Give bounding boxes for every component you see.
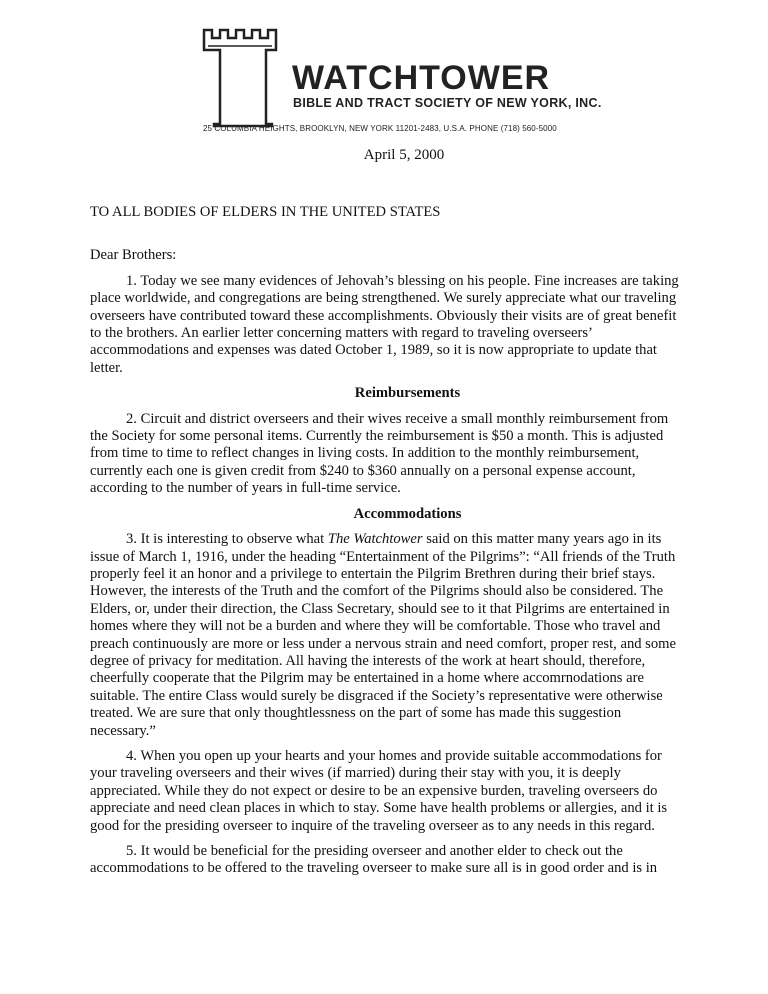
- org-name: WATCHTOWER: [292, 59, 551, 97]
- letter-date: April 5, 2000: [363, 147, 445, 163]
- paragraph-3-lead: 3. It is interesting to observe what: [126, 531, 328, 548]
- letter-body: [90, 204, 685, 886]
- org-address: 25 COLUMBIA HEIGHTS, BROOKLYN, NEW YORK 11201-2483, U.S.A. PHONE (718) 560-5000: [203, 124, 557, 133]
- publication-title: The Watchtower: [327, 531, 423, 548]
- paragraph-1: 1. Today we see many evidences of Jehovah’s blessing on his people. Fine increases are taking place worldwide, and congregations are being strengthened. We surely appreciate what our traveling overseers have contributed toward these accomplishments. Obviously their visits are of great benefit to the brothers. An earlier letter concerning matters with regard to traveling overseers’ accommodations and expenses was dated October 1, 1989, so it is now appropriate to update that letter.: [90, 272, 679, 376]
- heading-reimbursements: Reimbursements: [354, 385, 461, 402]
- paragraph-4: 4. When you open up your hearts and your homes and provide suitable accommodations for your traveling overseers and their wives (if married) during their stay with you, it is deeply appreciated. While they do not expect or desire to be an expensive burden, traveling overseers do appreciate and need clean places in which to stay. Some have health problems or allergies, and it is good for the presiding overseer to inquire of the traveling overseer as to any needs in this regard.: [90, 747, 668, 834]
- paragraph-5: 5. It would be beneficial for the presiding overseer and another elder to check out the accommodations to be offered to the traveling overseer to make sure all is in good order and is in: [90, 843, 658, 877]
- org-subtitle: BIBLE AND TRACT SOCIETY OF NEW YORK, INC.: [293, 96, 602, 110]
- heading-accommodations: Accommodations: [353, 505, 462, 522]
- tower-logo-icon: [202, 28, 284, 128]
- letterhead: [0, 0, 768, 140]
- paragraph-3: [90, 531, 685, 740]
- addressee-line: TO ALL BODIES OF ELDERS IN THE UNITED STATES: [90, 204, 441, 220]
- salutation: Dear Brothers:: [90, 247, 177, 264]
- paragraph-2: 2. Circuit and district overseers and their wives receive a small monthly reimbursement from the Society for some personal items. Currently the reimbursement is $50 a month. This is adjusted from time to time to reflect changes in living costs. In addition to the monthly reimbursement, currently each one is given credit from $240 to $360 annually on a personal expense account, according to the number of years in full-time service.: [90, 410, 669, 497]
- paragraph-3-rest: said on this matter many years ago in its issue of March 1, 1916, under the heading “Entertainment of the Pilgrims”: “All friends of the Truth properly feel it an honor and a privilege to entertain the Pilgrim Brethren during their brief stays. However, the interests of the Truth and the comfort of the Pilgrims should also be considered. The Elders, or, under their direction, the Class Secretary, should see to it that Pilgrims are entertained in homes where they will not be a burden and where they will be comfortable. Those who travel and preach continuously are more or less under a nervous strain and need comfort, proper rest, and some degree of privacy for meditation. All having the interests of the work at heart should, therefore, cheerfully cooperate that the Pilgrim may be entertained in a home where accomrnodations are suitable. The entire Class would surely be disgraced if the Society’s representative were otherwise treated. We are sure that only thoughtlessness on the part of some has made this suggestion necessary.”: [90, 531, 676, 739]
